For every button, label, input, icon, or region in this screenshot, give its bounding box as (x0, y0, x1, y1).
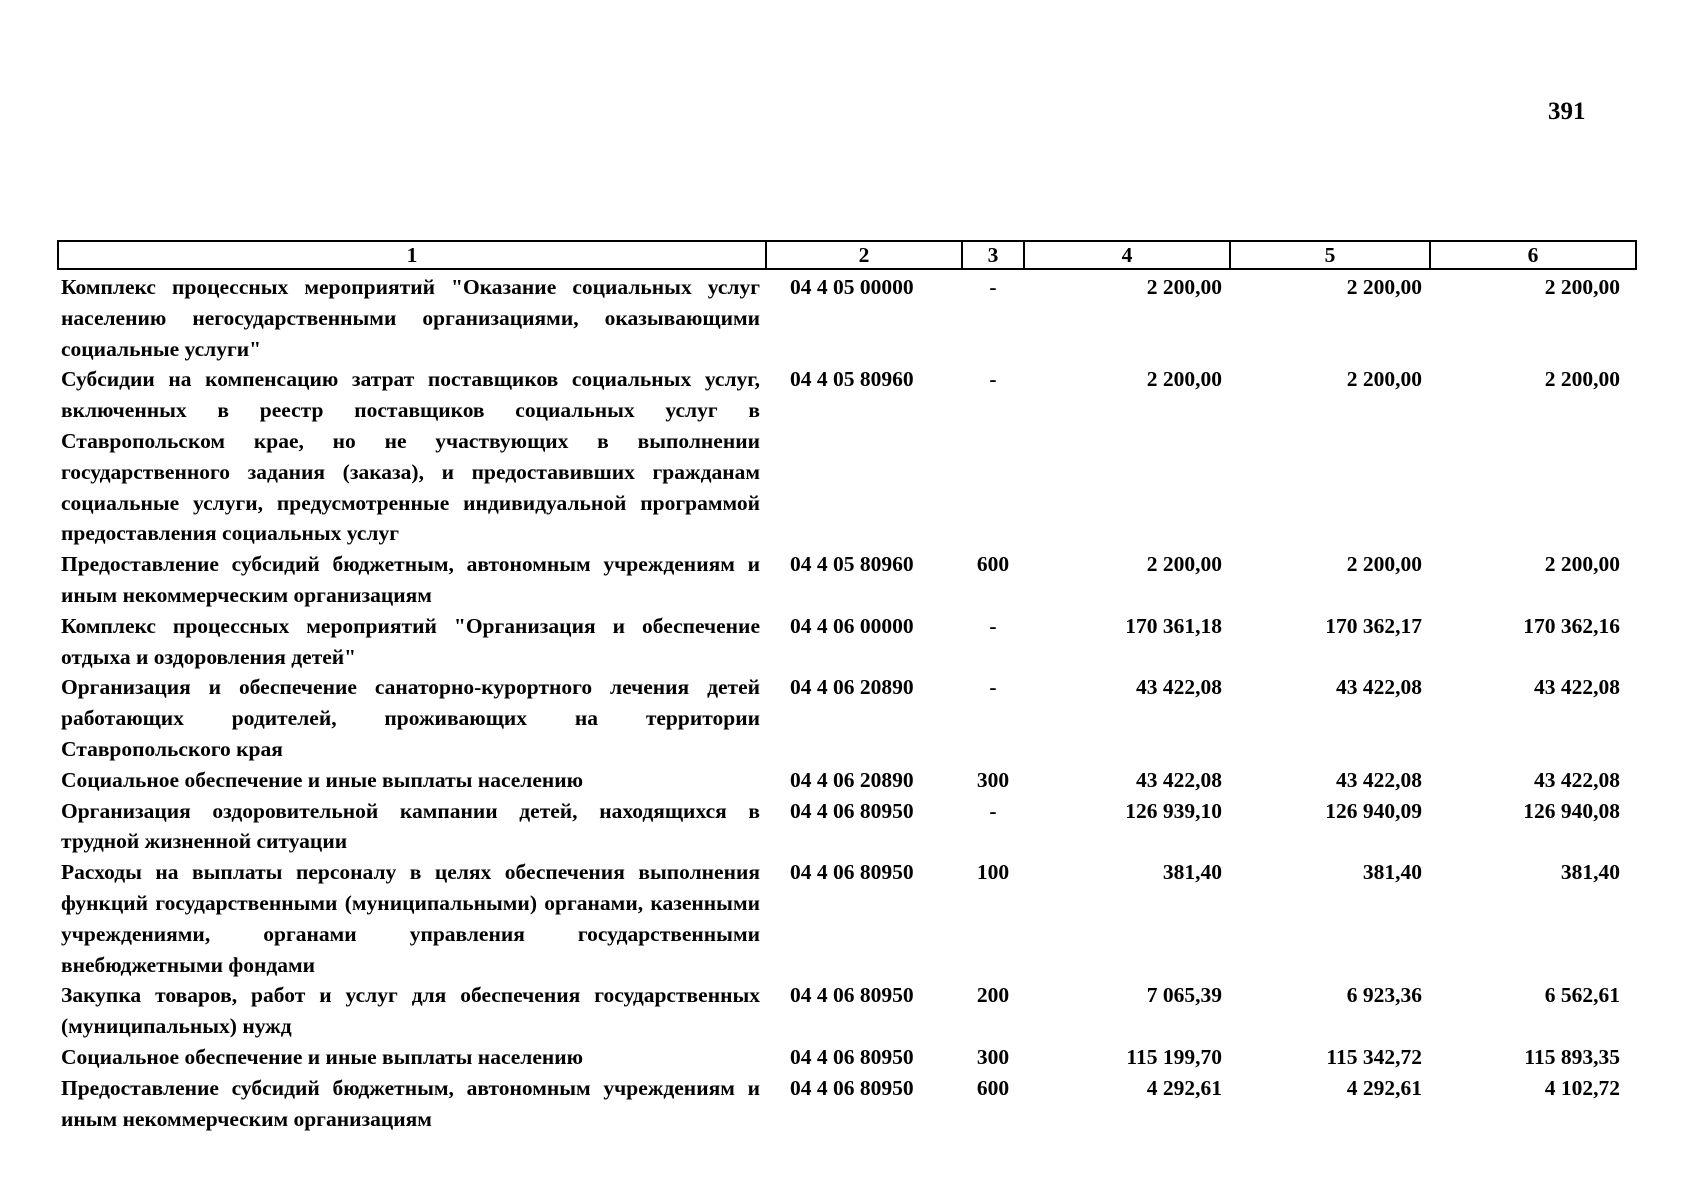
column-header-4: 4 (1024, 241, 1230, 269)
row-code: 04 4 06 80950 (790, 983, 914, 1008)
row-value-1: 43 422,08 (1136, 675, 1222, 700)
table-header-row (58, 241, 1636, 269)
row-value-3: 4 102,72 (1544, 1075, 1620, 1100)
row-value-1: 381,40 (1162, 860, 1222, 885)
row-code: 04 4 05 00000 (790, 275, 914, 299)
row-name: Комплекс процессных мероприятий "Организация и обеспечение отдыха и оздоровления детей" (61, 613, 760, 669)
row-code: 04 4 06 00000 (790, 613, 914, 638)
row-code: 04 4 05 80960 (790, 552, 914, 577)
row-group: 600 (976, 1075, 1010, 1100)
row-value-1: 2 200,00 (1146, 275, 1222, 299)
row-value-3: 2 200,00 (1544, 552, 1620, 577)
row-name: Комплекс процессных мероприятий "Оказание социальных услуг населению негосударственными организациями, оказывающими социальные услуги" (61, 275, 760, 361)
row-name: Закупка товаров, работ и услуг для обеспечения государственных (муниципальных) нужд (61, 983, 760, 1039)
row-value-3: 2 200,00 (1544, 367, 1620, 392)
column-header-2: 2 (766, 241, 962, 269)
column-header-5: 5 (1230, 241, 1430, 269)
row-value-2: 6 923,36 (1346, 983, 1422, 1008)
table-row (58, 269, 1636, 364)
row-value-2: 170 362,17 (1325, 613, 1422, 638)
row-name: Организация и обеспечение санаторно-курортного лечения детей работающих родителей, проживающих на территории Ставропольского края (61, 675, 760, 761)
row-name: Социальное обеспечение и иные выплаты населению (61, 1044, 584, 1069)
row-group: - (989, 675, 997, 700)
budget-table (57, 240, 1637, 1134)
row-group: - (989, 613, 997, 638)
table-row (58, 549, 1636, 611)
row-value-3: 381,40 (1560, 860, 1620, 885)
row-value-2: 126 940,09 (1325, 798, 1422, 823)
row-value-1: 7 065,39 (1146, 983, 1222, 1008)
row-name: Предоставление субсидий бюджетным, автономным учреждениям и иным некоммерческим организациям (61, 552, 760, 607)
table-row (58, 796, 1636, 858)
row-code: 04 4 06 80950 (790, 798, 914, 823)
row-group: 100 (976, 860, 1010, 885)
page-number: 391 (1548, 98, 1586, 125)
row-value-2: 115 342,72 (1326, 1044, 1422, 1069)
row-value-2: 43 422,08 (1336, 675, 1422, 700)
row-code: 04 4 06 80950 (790, 860, 914, 885)
row-value-2: 2 200,00 (1346, 275, 1422, 299)
row-value-3: 2 200,00 (1544, 275, 1620, 299)
column-header-6: 6 (1430, 241, 1636, 269)
row-code: 04 4 06 80950 (790, 1044, 914, 1069)
row-value-1: 4 292,61 (1146, 1075, 1222, 1100)
row-name: Субсидии на компенсацию затрат поставщиков социальных услуг, включенных в реестр поставщиков социальных услуг в Ставропольском крае, но не участвующих в выполнении государственного задания (заказа), и предоставивших гражданам социальные услуги, предусмотренные индивидуальной программой предоставления социальных услуг (61, 367, 760, 546)
row-value-3: 43 422,08 (1534, 675, 1620, 700)
row-name: Организация оздоровительной кампании детей, находящихся в трудной жизненной ситуации (61, 798, 760, 854)
row-value-1: 170 361,18 (1125, 613, 1222, 638)
row-value-1: 126 939,10 (1125, 798, 1222, 823)
row-group: - (989, 367, 997, 392)
column-header-1: 1 (58, 241, 766, 269)
row-value-1: 115 199,70 (1126, 1044, 1222, 1069)
row-code: 04 4 06 80950 (790, 1075, 914, 1100)
row-value-1: 2 200,00 (1146, 367, 1222, 392)
table-row (58, 980, 1636, 1042)
table-row (58, 672, 1636, 764)
row-code: 04 4 06 20890 (790, 767, 914, 792)
row-code: 04 4 06 20890 (790, 675, 914, 700)
row-value-2: 2 200,00 (1346, 552, 1422, 577)
row-value-3: 115 893,35 (1524, 1044, 1620, 1069)
table-row (58, 857, 1636, 980)
table-row (58, 364, 1636, 549)
row-group: - (989, 798, 997, 823)
row-value-2: 4 292,61 (1346, 1075, 1422, 1100)
row-name: Предоставление субсидий бюджетным, автономным учреждениям и иным некоммерческим организациям (61, 1075, 760, 1131)
row-value-1: 43 422,08 (1136, 767, 1222, 792)
row-value-2: 381,40 (1362, 860, 1422, 885)
table-row (58, 765, 1636, 796)
row-value-3: 6 562,61 (1544, 983, 1620, 1008)
row-value-3: 170 362,16 (1523, 613, 1620, 638)
row-code: 04 4 05 80960 (790, 367, 914, 392)
row-value-2: 2 200,00 (1346, 367, 1422, 392)
table-row (58, 1042, 1636, 1073)
row-value-3: 43 422,08 (1534, 767, 1620, 792)
row-value-2: 43 422,08 (1336, 767, 1422, 792)
table-row (58, 611, 1636, 673)
row-group: 200 (976, 983, 1010, 1008)
row-group: 300 (976, 1044, 1010, 1069)
row-group: 300 (976, 767, 1010, 792)
column-header-3: 3 (962, 241, 1024, 269)
row-group: - (989, 275, 997, 299)
row-value-3: 126 940,08 (1523, 798, 1620, 823)
row-group: 600 (976, 552, 1010, 577)
row-name: Расходы на выплаты персоналу в целях обеспечения выполнения функций государственными (муниципальными) органами, казенными учреждениями, органами управления государственными внебюджетными фондами (61, 860, 760, 977)
table-row (58, 1073, 1636, 1135)
row-value-1: 2 200,00 (1146, 552, 1222, 577)
row-name: Социальное обеспечение и иные выплаты населению (61, 767, 584, 792)
